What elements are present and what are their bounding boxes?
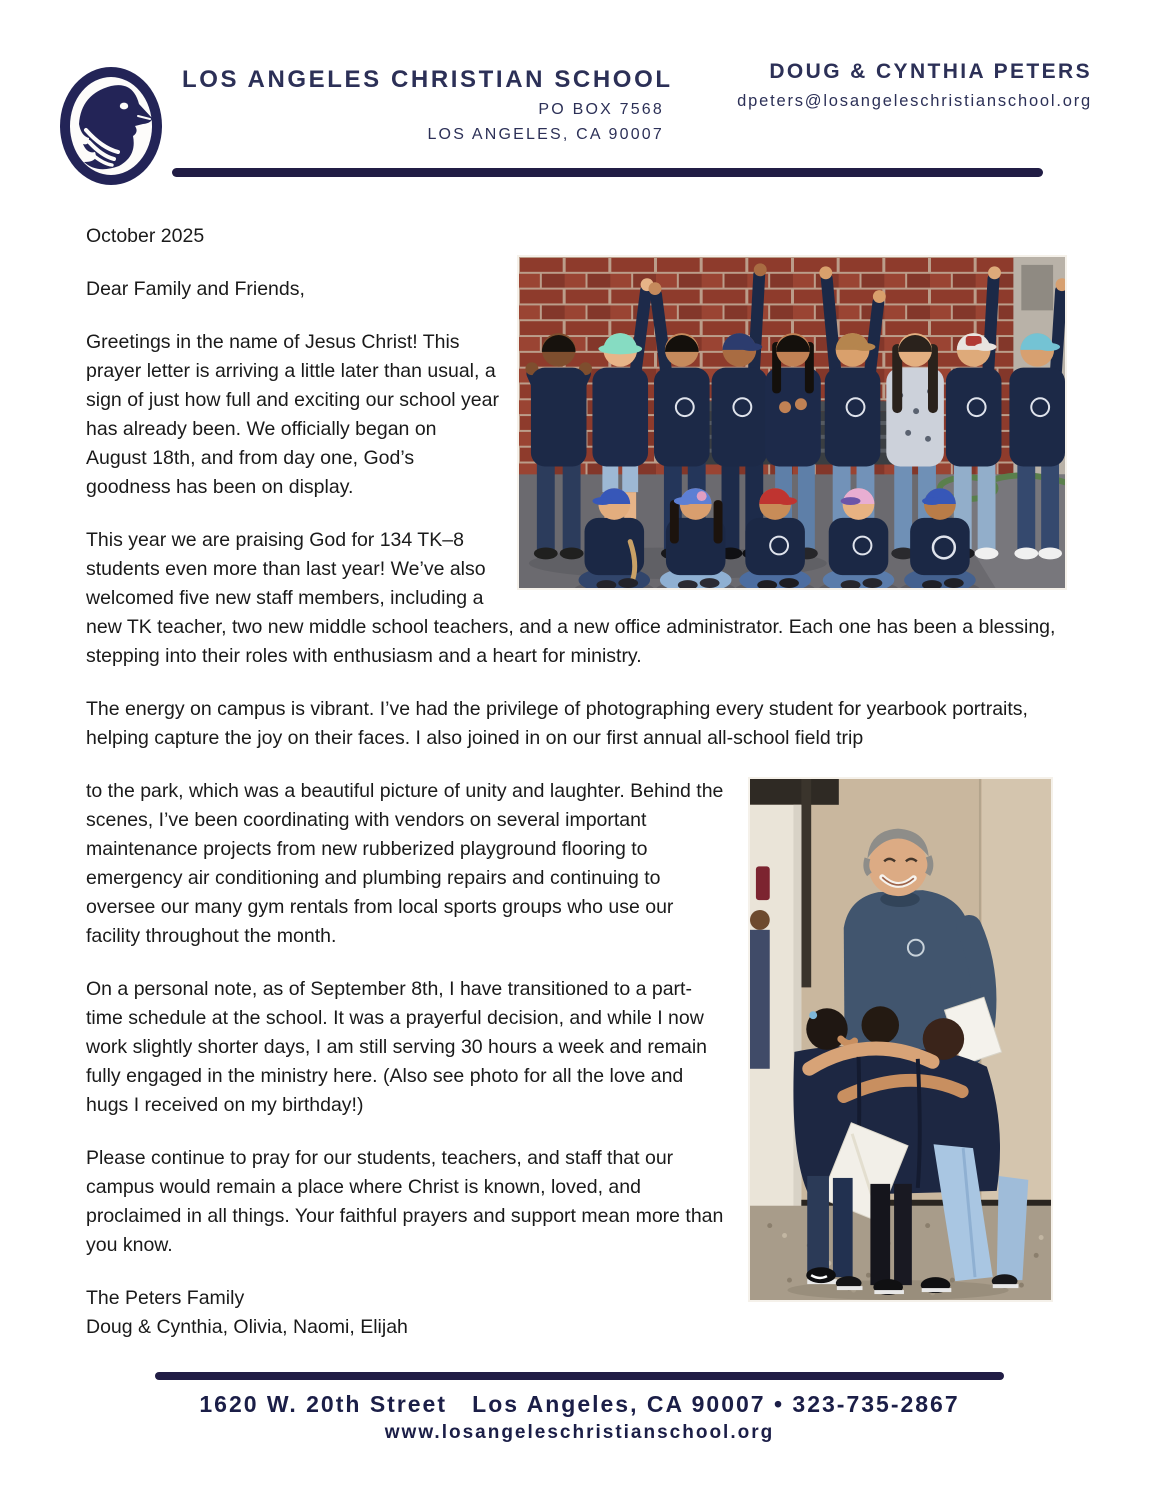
- paragraph-5: Please continue to pray for our students, teachers, and staff that our campus would remain a place where Christ is known, loved, and proclaimed in all things. Your faithful prayers and support mean more than you know.: [86, 1147, 724, 1256]
- footer-address-phone: 1620 W. 20th Street Los Angeles, CA 90007 • 323-735-2867: [199, 1391, 960, 1417]
- header-divider: [172, 168, 1043, 177]
- paragraph-1: Greetings in the name of Jesus Christ! This prayer letter is arriving a little later than usual, a sign of just how full and exciting our school year has already been. We officially began on August 18th, and from day one, God’s goodness has been on display.: [86, 331, 499, 498]
- school-address-line1: PO BOX 7568: [538, 101, 664, 118]
- school-identity: [182, 66, 673, 144]
- letter-body: [86, 222, 1067, 1342]
- paragraph-3: [86, 695, 1067, 753]
- signoff-names: Doug & Cynthia, Olivia, Naomi, Elijah: [86, 1316, 408, 1338]
- sender-email: dpeters@losangeleschristianschool.org: [737, 92, 1092, 110]
- salutation: Dear Family and Friends,: [86, 278, 305, 300]
- footer: [0, 1372, 1159, 1444]
- footer-divider: [155, 1372, 1004, 1380]
- paragraph-3-rest: to the park, which was a beautiful picture of unity and laughter. Behind the scenes, I’ve been coordinating with vendors on several important maintenance projects from new rubberized playground flooring to emergency air conditioning and plumbing repairs and continuing to oversee our many gym rentals from local sports groups who use our facility throughout the month.: [86, 780, 724, 947]
- paragraph-4: On a personal note, as of September 8th, I have transitioned to a part-time schedule at the school. It was a prayerful decision, and while I now work slightly shorter days, I am still serving 30 hours a week and remain fully engaged in the ministry here. (Also see photo for all the love and hugs I received on my birthday!): [86, 978, 708, 1116]
- school-name: LOS ANGELES CHRISTIAN SCHOOL: [182, 66, 673, 93]
- sender-contact: [737, 60, 1092, 111]
- footer-website: www.losangeleschristianschool.org: [384, 1422, 775, 1443]
- photo-birthday-hug: [748, 777, 1053, 1302]
- school-address-line2: LOS ANGELES, CA 90007: [427, 126, 664, 143]
- sender-names: DOUG & CYNTHIA PETERS: [769, 60, 1092, 83]
- paragraph-2: This year we are praising God for 134 TK–8 students even more than last year! We’ve also welcomed five new staff members, including a new TK teacher, two new middle school teachers, and a new office administrator. Each one has been a blessing, stepping into their roles with enthusiasm and a heart for ministry.: [86, 529, 1056, 667]
- photo-students-group: [517, 255, 1067, 590]
- eagle-logo-icon: [58, 64, 164, 188]
- letter-date: October 2025: [86, 225, 205, 247]
- paragraph-3-lead: The energy on campus is vibrant. I’ve had the privilege of photographing every student for yearbook portraits, helping capture the joy on their faces. I also joined in on our first annual all-school field trip: [86, 698, 1028, 749]
- signoff-family: The Peters Family: [86, 1287, 245, 1309]
